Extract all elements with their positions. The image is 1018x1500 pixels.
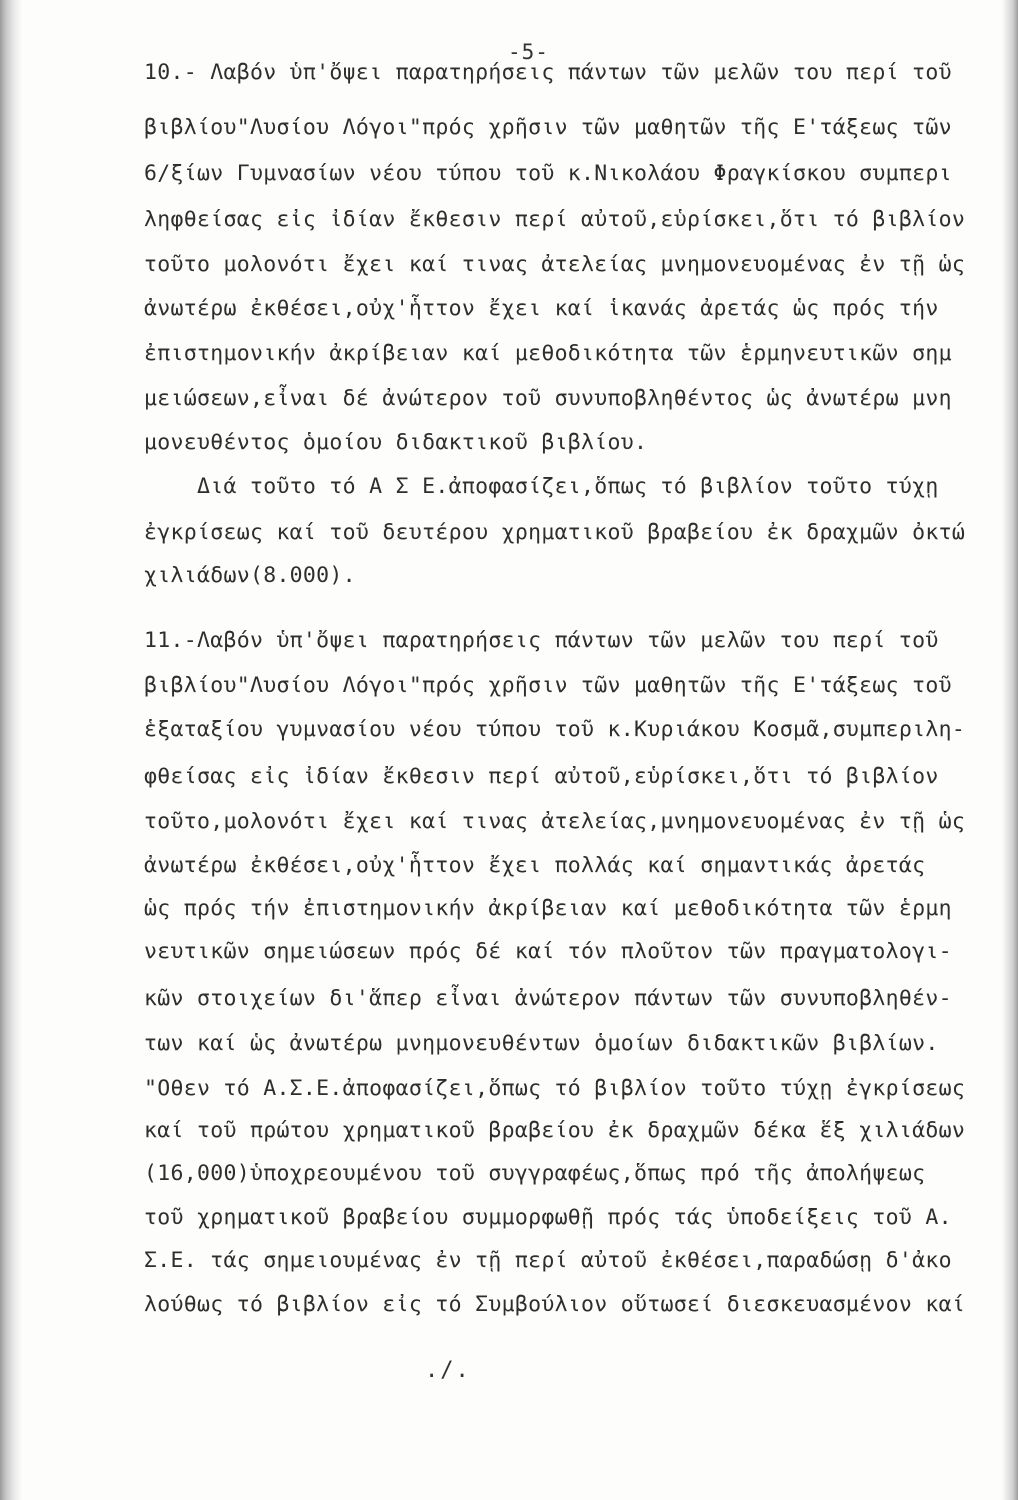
continuation-mark: ./. <box>425 1358 471 1383</box>
text-line: φθείσας εἰς ἰδίαν ἔκθεσιν περί αὐτοῦ,εὑρίσκει,ὅτι τό βιβλίον <box>144 764 939 789</box>
page-number: -5- <box>508 40 549 64</box>
text-line: κῶν στοιχείων δι'ἅπερ εἶναι ἀνώτερον πάντων τῶν συνυποβληθέν- <box>144 986 952 1011</box>
text-line: τοῦτο,μολονότι ἔχει καί τινας ἀτελείας,μνημονευομένας ἐν τῇ ὡς <box>144 809 966 834</box>
text-line: 11.-Λαβόν ὑπ'ὄψει παρατηρήσεις πάντων τῶν μελῶν του περί τοῦ <box>144 628 939 653</box>
text-line: "Οθεν τό Α.Σ.Ε.ἀποφασίζει,ὅπως τό βιβλίον τοῦτο τύχῃ ἐγκρίσεως <box>144 1076 966 1101</box>
text-line: Διά τοῦτο τό Α Σ Ε.ἀποφασίζει,ὅπως τό βιβλίον τοῦτο τύχῃ <box>144 474 939 499</box>
scan-right-edge-shadow <box>1002 0 1018 1500</box>
text-line: τοῦτο μολονότι ἔχει καί τινας ἀτελείας μνημονευομένας ἐν τῇ ὡς <box>144 252 966 277</box>
text-line: χιλιάδων(8.000). <box>144 563 356 588</box>
text-line: ἐπιστημονικήν ἀκρίβειαν καί μεθοδικότητα τῶν ἑρμηνευτικῶν σημ <box>144 341 952 366</box>
text-line: τοῦ χρηματικοῦ βραβείου συμμορφωθῇ πρός τάς ὑποδείξεις τοῦ Α. <box>144 1205 952 1230</box>
text-line: βιβλίου"Λυσίου Λόγοι"πρός χρῆσιν τῶν μαθητῶν τῆς Ε'τάξεως τοῦ <box>144 673 952 698</box>
text-line: βιβλίου"Λυσίου Λόγοι"πρός χρῆσιν τῶν μαθητῶν τῆς Ε'τάξεως τῶν <box>144 115 952 140</box>
text-line: ἑξαταξίου γυμνασίου νέου τύπου τοῦ κ.Κυριάκου Κοσμᾶ,συμπεριλη- <box>144 717 966 742</box>
scan-left-edge-shadow <box>0 0 22 1500</box>
text-line: των καί ὡς ἀνωτέρω μνημονευθέντων ὁμοίων διδακτικῶν βιβλίων. <box>144 1031 939 1056</box>
text-line: ἀνωτέρω ἐκθέσει,οὐχ'ἧττον ἔχει καί ἱκανάς ἀρετάς ὡς πρός τήν <box>144 296 939 321</box>
text-line: ὡς πρός τήν ἐπιστημονικήν ἀκρίβειαν καί μεθοδικότητα τῶν ἑρμη <box>144 896 952 921</box>
text-line: λούθως τό βιβλίον εἰς τό Συμβούλιον οὕτωσεί διεσκευασμένον καί <box>144 1292 966 1317</box>
text-line: (16,000)ὑποχρεουμένου τοῦ συγγραφέως,ὅπως πρό τῆς ἀπολήψεως <box>144 1161 926 1186</box>
text-line: μονευθέντος ὁμοίου διδακτικοῦ βιβλίου. <box>144 430 648 455</box>
text-line: ληφθείσας εἰς ἰδίαν ἔκθεσιν περί αὐτοῦ,εὑρίσκει,ὅτι τό βιβλίον <box>144 207 966 232</box>
text-line: 10.- Λαβόν ὑπ'ὄψει παρατηρήσεις πάντων τῶν μελῶν του περί τοῦ <box>144 60 952 85</box>
text-line: 6/ξίων Γυμνασίων νέου τύπου τοῦ κ.Νικολάου Φραγκίσκου συμπερι <box>144 161 952 186</box>
text-line: μειώσεων,εἶναι δέ ἀνώτερον τοῦ συνυποβληθέντος ὡς ἀνωτέρω μνη <box>144 386 952 411</box>
text-line: Σ.Ε. τάς σημειουμένας ἐν τῇ περί αὐτοῦ ἐκθέσει,παραδώσῃ δ'ἀκο <box>144 1248 952 1273</box>
text-line: ἐγκρίσεως καί τοῦ δευτέρου χρηματικοῦ βραβείου ἐκ δραχμῶν ὀκτώ <box>144 520 966 545</box>
text-line: νευτικῶν σημειώσεων πρός δέ καί τόν πλοῦτον τῶν πραγματολογι- <box>144 939 952 964</box>
text-line: καί τοῦ πρώτου χρηματικοῦ βραβείου ἐκ δραχμῶν δέκα ἕξ χιλιάδων <box>144 1118 966 1143</box>
text-line: ἀνωτέρω ἐκθέσει,οὐχ'ἧττον ἔχει πολλάς καί σημαντικάς ἀρετάς <box>144 853 926 878</box>
